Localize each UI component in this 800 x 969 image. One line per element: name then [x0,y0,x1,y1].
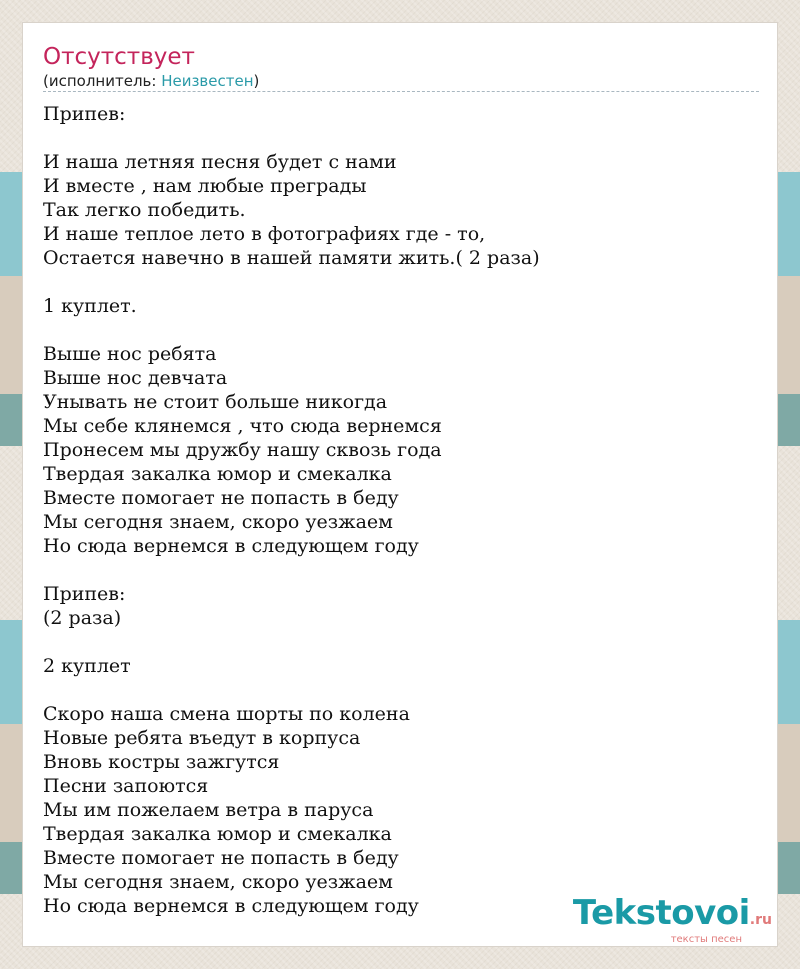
lyric-line [43,318,759,342]
site-logo[interactable] [572,893,772,945]
artist-link[interactable]: Неизвестен [161,72,254,90]
lyric-line: 1 куплет. [43,295,137,317]
lyric-line: Припев: [43,103,126,125]
lyric-line: Скоро наша смена шорты по колена [43,703,410,725]
lyric-line: И вместе , нам любые преграды [43,175,367,197]
lyric-line [43,678,759,702]
lyric-line: Твердая закалка юмор и смекалка [43,823,392,845]
lyric-line: Вместе помогает не попасть в беду [43,847,399,869]
logo-suffix: .ru [749,912,772,928]
lyric-line: Мы сегодня знаем, скоро уезжаем [43,871,393,893]
lyric-line: Выше нос ребята [43,343,217,365]
lyric-line: Новые ребята въедут в корпуса [43,727,361,749]
song-title: Отсутствует [43,44,195,70]
lyric-line [43,126,759,150]
lyric-line: Песни запоются [43,775,209,797]
lyric-line [43,558,759,582]
lyric-line: Остается навечно в нашей памяти жить.( 2 раза) [43,247,540,269]
lyric-line [43,630,759,654]
artist-prefix: (исполнитель: [43,72,162,90]
title-divider [43,91,759,92]
lyric-line: Но сюда вернемся в следующем году [43,895,419,917]
lyric-line: Твердая закалка юмор и смекалка [43,463,392,485]
lyric-line: Пронесем мы дружбу нашу сквозь года [43,439,442,461]
lyric-line [43,270,759,294]
lyric-line: Так легко победить. [43,199,246,221]
logo-tagline: тексты песен [670,934,742,945]
lyric-line: Мы себе клянемся , что сюда вернемся [43,415,442,437]
lyric-line: 2 куплет [43,655,131,677]
artist-line [43,72,259,90]
lyric-line: Унывать не стоит больше никогда [43,391,388,413]
lyric-line: Мы сегодня знаем, скоро уезжаем [43,511,393,533]
lyric-line: (2 раза) [43,607,122,629]
lyric-line: Вновь костры зажгутся [43,751,280,773]
artist-suffix: ) [253,72,260,90]
lyrics-text [43,102,759,918]
lyric-line: И наша летняя песня будет с нами [43,151,397,173]
lyric-line: Вместе помогает не попасть в беду [43,487,399,509]
lyric-line: Выше нос девчата [43,367,228,389]
lyric-line: И наше теплое лето в фотографиях где - то, [43,223,486,245]
lyric-line: Припев: [43,583,126,605]
lyrics-card [22,22,778,947]
logo-main-text: Tekstovoi [572,893,750,933]
lyric-line: Но сюда вернемся в следующем году [43,535,419,557]
lyric-line: Мы им пожелаем ветра в паруса [43,799,374,821]
logo-wordmark [572,893,772,937]
